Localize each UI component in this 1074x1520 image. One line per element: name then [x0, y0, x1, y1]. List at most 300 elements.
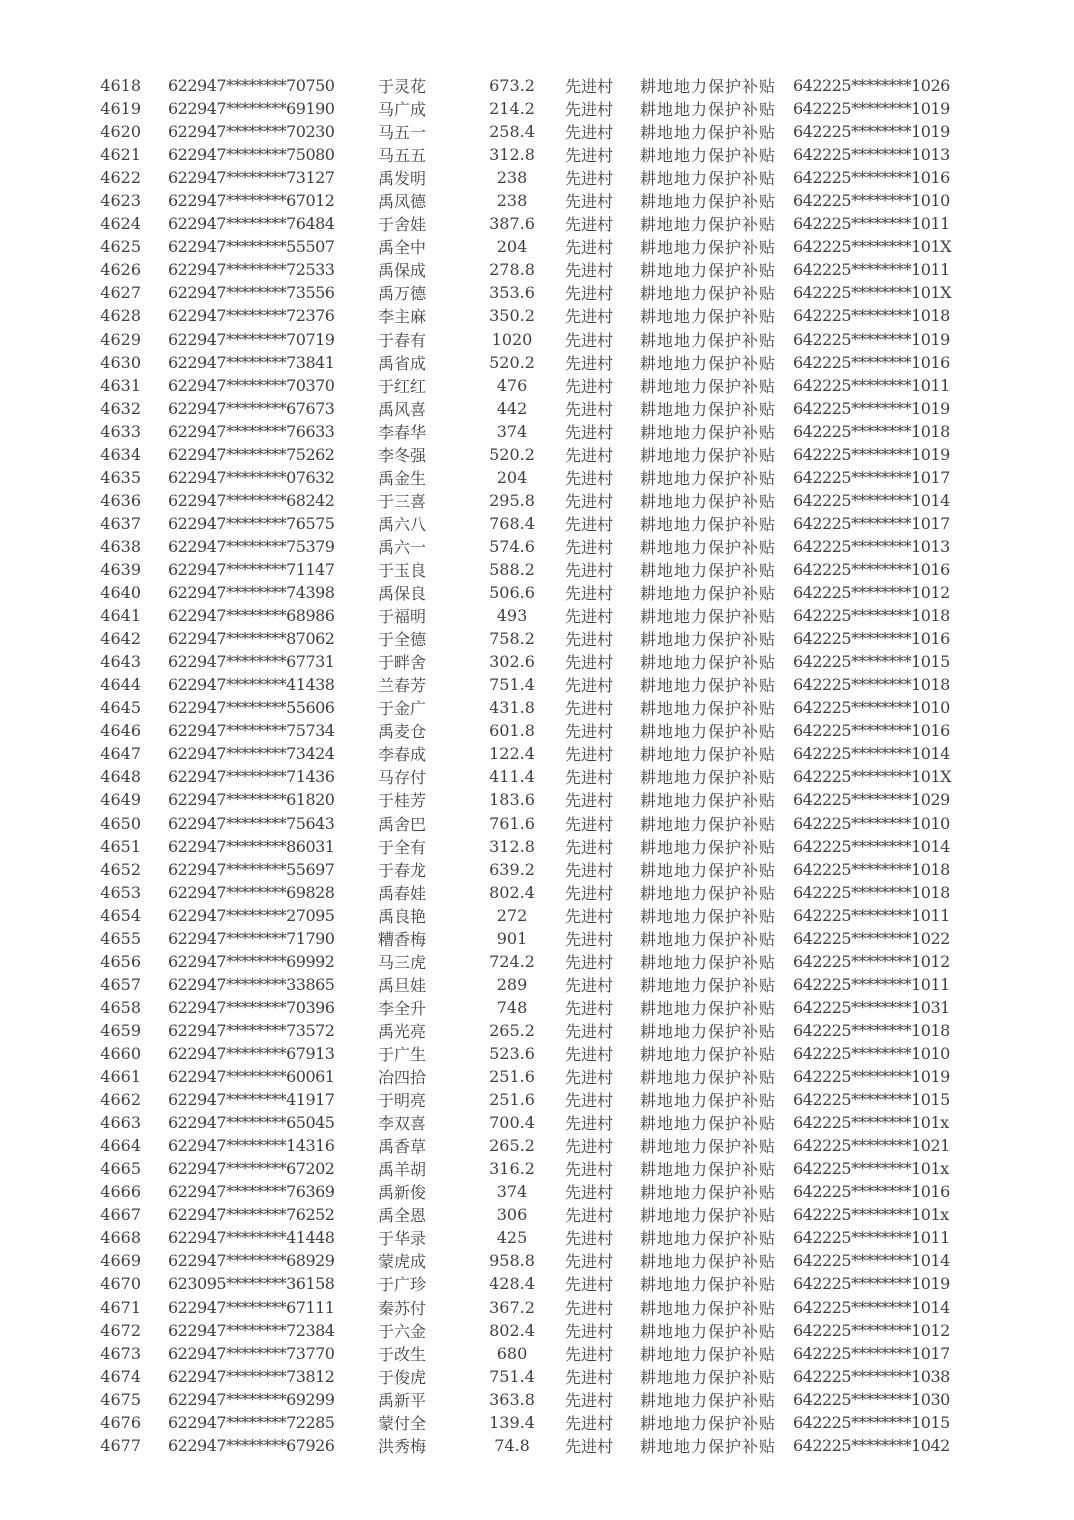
subsidy-type-label: 耕地地力保护补贴	[640, 791, 777, 811]
subsidy-type-label: 耕地地力保护补贴	[640, 1021, 777, 1041]
subsidy-type-label: 耕地地力保护补贴	[640, 1137, 777, 1157]
masked-id-number: 622947********75080	[168, 145, 335, 165]
village-name: 先进村	[565, 883, 614, 903]
masked-bank-account: 642225********1012	[793, 951, 950, 971]
person-name: 禹全恩	[378, 1206, 427, 1226]
masked-id-number: 622947********75262	[168, 444, 335, 464]
subsidy-amount: 265.2	[489, 1136, 535, 1156]
subsidy-type-label: 耕地地力保护补贴	[640, 353, 777, 373]
person-name: 于春龙	[378, 860, 427, 880]
subsidy-type-label: 耕地地力保护补贴	[640, 1068, 777, 1088]
table-row	[0, 835, 1074, 858]
subsidy-amount: 278.8	[489, 260, 535, 280]
village-name: 先进村	[565, 1068, 614, 1088]
village-name: 先进村	[565, 975, 614, 995]
masked-id-number: 622947********67731	[168, 652, 335, 672]
village-name: 先进村	[565, 791, 614, 811]
person-name: 禹舍巴	[378, 814, 427, 834]
table-row	[0, 304, 1074, 327]
masked-id-number: 622947********67926	[168, 1435, 335, 1455]
subsidy-amount: 425	[496, 1228, 528, 1248]
subsidy-amount: 183.6	[489, 790, 535, 810]
masked-id-number: 622947********67202	[168, 1159, 335, 1179]
table-row	[0, 235, 1074, 258]
table-row	[0, 328, 1074, 351]
person-name: 禹六一	[378, 537, 427, 557]
person-name: 禹金生	[378, 468, 427, 488]
village-name: 先进村	[565, 837, 614, 857]
row-serial-number: 4636	[100, 490, 141, 510]
masked-bank-account: 642225********1019	[793, 1067, 950, 1087]
village-name: 先进村	[565, 814, 614, 834]
village-name: 先进村	[565, 768, 614, 788]
masked-id-number: 622947********55606	[168, 698, 335, 718]
village-name: 先进村	[565, 192, 614, 212]
person-name: 于舍娃	[378, 215, 427, 235]
subsidy-type-label: 耕地地力保护补贴	[640, 860, 777, 880]
row-serial-number: 4671	[100, 1297, 141, 1317]
person-name: 于福明	[378, 607, 427, 627]
subsidy-type-label: 耕地地力保护补贴	[640, 1229, 777, 1249]
person-name: 于华录	[378, 1229, 427, 1249]
subsidy-amount: 251.6	[489, 1090, 535, 1110]
subsidy-amount: 700.4	[489, 1113, 535, 1133]
subsidy-amount: 295.8	[489, 490, 535, 510]
village-name: 先进村	[565, 722, 614, 742]
masked-bank-account: 642225********1010	[793, 191, 950, 211]
masked-bank-account: 642225********1012	[793, 583, 950, 603]
table-row	[0, 742, 1074, 765]
row-serial-number: 4674	[100, 1366, 141, 1386]
row-serial-number: 4659	[100, 1020, 141, 1040]
person-name: 于全德	[378, 630, 427, 650]
village-name: 先进村	[565, 1298, 614, 1318]
masked-id-number: 622947********73812	[168, 1366, 335, 1386]
person-name: 于改生	[378, 1344, 427, 1364]
table-row	[0, 558, 1074, 581]
subsidy-amount: 387.6	[489, 214, 535, 234]
subsidy-amount: 506.6	[489, 583, 535, 603]
subsidy-amount: 958.8	[489, 1251, 535, 1271]
row-serial-number: 4624	[100, 214, 141, 234]
masked-bank-account: 642225********1016	[793, 721, 950, 741]
subsidy-amount: 74.8	[494, 1435, 530, 1455]
table-row	[0, 673, 1074, 696]
masked-id-number: 622947********73770	[168, 1343, 335, 1363]
person-name: 禹发明	[378, 169, 427, 189]
subsidy-amount: 761.6	[489, 813, 535, 833]
person-name: 马广成	[378, 100, 427, 120]
person-name: 于金广	[378, 699, 427, 719]
subsidy-type-label: 耕地地力保护补贴	[640, 261, 777, 281]
village-name: 先进村	[565, 330, 614, 350]
person-name: 李双喜	[378, 1114, 427, 1134]
masked-bank-account: 642225********1018	[793, 675, 950, 695]
subsidy-type-label: 耕地地力保护补贴	[640, 906, 777, 926]
masked-id-number: 622947********71790	[168, 928, 335, 948]
subsidy-type-label: 耕地地力保护补贴	[640, 768, 777, 788]
village-name: 先进村	[565, 399, 614, 419]
masked-bank-account: 642225********1021	[793, 1136, 950, 1156]
masked-id-number: 622947********68242	[168, 490, 335, 510]
table-row	[0, 143, 1074, 166]
subsidy-amount: 523.6	[489, 1043, 535, 1063]
row-serial-number: 4661	[100, 1067, 141, 1087]
row-serial-number: 4672	[100, 1320, 141, 1340]
village-name: 先进村	[565, 561, 614, 580]
table-row	[0, 1411, 1074, 1434]
person-name: 马三虎	[378, 952, 427, 972]
subsidy-type-label: 耕地地力保护补贴	[640, 929, 777, 949]
masked-id-number: 622947********73572	[168, 1020, 335, 1040]
village-name: 先进村	[565, 146, 614, 166]
village-name: 先进村	[565, 1183, 614, 1203]
masked-bank-account: 642225********101x	[793, 1159, 949, 1179]
person-name: 于红红	[378, 376, 427, 396]
masked-id-number: 622947********73127	[168, 168, 335, 188]
masked-id-number: 622947********33865	[168, 974, 335, 994]
village-name: 先进村	[565, 630, 614, 650]
subsidy-type-label: 耕地地力保护补贴	[640, 376, 777, 396]
row-serial-number: 4634	[100, 444, 141, 464]
subsidy-amount: 411.4	[489, 767, 535, 787]
row-serial-number: 4625	[100, 237, 141, 257]
masked-id-number: 622947********41917	[168, 1090, 335, 1110]
row-serial-number: 4642	[100, 629, 141, 649]
row-serial-number: 4652	[100, 859, 141, 879]
subsidy-amount: 374	[496, 421, 528, 441]
masked-bank-account: 642225********1017	[793, 467, 950, 487]
subsidy-amount: 350.2	[489, 306, 535, 326]
subsidy-amount: 204	[496, 237, 528, 257]
subsidy-type-label: 耕地地力保护补贴	[640, 491, 777, 511]
row-serial-number: 4620	[100, 122, 141, 142]
village-name: 先进村	[565, 998, 614, 1018]
masked-bank-account: 642225********1016	[793, 352, 950, 372]
table-row	[0, 719, 1074, 742]
subsidy-amount: 493	[496, 606, 528, 626]
masked-bank-account: 642225********1018	[793, 421, 950, 441]
person-name: 于灵花	[378, 77, 427, 97]
subsidy-type-label: 耕地地力保护补贴	[640, 676, 777, 696]
village-name: 先进村	[565, 699, 614, 719]
village-name: 先进村	[565, 1413, 614, 1433]
row-serial-number: 4673	[100, 1343, 141, 1363]
masked-bank-account: 642225********1019	[793, 398, 950, 418]
subsidy-type-label: 耕地地力保护补贴	[640, 1275, 777, 1295]
person-name: 李春华	[378, 422, 427, 442]
subsidy-type-label: 耕地地力保护补贴	[640, 561, 777, 580]
subsidy-amount: 238	[496, 168, 528, 188]
subsidy-amount: 751.4	[489, 1366, 535, 1386]
masked-bank-account: 642225********1011	[793, 1228, 950, 1248]
row-serial-number: 4637	[100, 513, 141, 533]
person-name: 禹新平	[378, 1390, 427, 1410]
subsidy-amount: 204	[496, 467, 528, 487]
table-row	[0, 1157, 1074, 1180]
masked-id-number: 622947********70750	[168, 76, 335, 96]
person-name: 李冬强	[378, 445, 427, 465]
subsidy-type-label: 耕地地力保护补贴	[640, 537, 777, 557]
subsidy-type-label: 耕地地力保护补贴	[640, 77, 777, 97]
table-row	[0, 1272, 1074, 1295]
table-row	[0, 1203, 1074, 1226]
masked-id-number: 622947********87062	[168, 629, 335, 649]
table-row	[0, 881, 1074, 904]
masked-id-number: 622947********67913	[168, 1043, 335, 1063]
row-serial-number: 4650	[100, 813, 141, 833]
subsidy-amount: 139.4	[489, 1412, 535, 1432]
masked-id-number: 622947********73556	[168, 283, 335, 303]
table-row	[0, 351, 1074, 374]
subsidy-type-label: 耕地地力保护补贴	[640, 169, 777, 189]
subsidy-type-label: 耕地地力保护补贴	[640, 215, 777, 235]
row-serial-number: 4654	[100, 905, 141, 925]
village-name: 先进村	[565, 376, 614, 396]
masked-id-number: 622947********72376	[168, 306, 335, 326]
subsidy-type-label: 耕地地力保护补贴	[640, 1321, 777, 1341]
subsidy-type-label: 耕地地力保护补贴	[640, 837, 777, 857]
row-serial-number: 4646	[100, 721, 141, 741]
subsidy-type-label: 耕地地力保护补贴	[640, 514, 777, 534]
masked-id-number: 622947********72285	[168, 1412, 335, 1432]
subsidy-amount: 673.2	[489, 76, 535, 96]
table-row	[0, 189, 1074, 212]
masked-bank-account: 642225********1010	[793, 1043, 950, 1063]
table-row	[0, 650, 1074, 673]
subsidy-type-label: 耕地地力保护补贴	[640, 1114, 777, 1134]
masked-bank-account: 642225********1031	[793, 997, 950, 1017]
person-name: 禹省成	[378, 353, 427, 373]
row-serial-number: 4657	[100, 974, 141, 994]
subsidy-amount: 316.2	[489, 1159, 535, 1179]
row-serial-number: 4648	[100, 767, 141, 787]
row-serial-number: 4649	[100, 790, 141, 810]
masked-bank-account: 642225********1038	[793, 1366, 950, 1386]
table-row	[0, 904, 1074, 927]
row-serial-number: 4618	[100, 76, 141, 96]
masked-bank-account: 642225********1017	[793, 513, 950, 533]
table-row	[0, 466, 1074, 489]
masked-bank-account: 642225********1015	[793, 1412, 950, 1432]
person-name: 于六金	[378, 1321, 427, 1341]
village-name: 先进村	[565, 906, 614, 926]
subsidy-amount: 312.8	[489, 836, 535, 856]
subsidy-amount: 363.8	[489, 1389, 535, 1409]
table-row	[0, 1042, 1074, 1065]
subsidy-amount: 272	[496, 905, 528, 925]
row-serial-number: 4633	[100, 421, 141, 441]
row-serial-number: 4662	[100, 1090, 141, 1110]
masked-bank-account: 642225********101X	[793, 283, 952, 303]
subsidy-type-label: 耕地地力保护补贴	[640, 1044, 777, 1064]
row-serial-number: 4658	[100, 997, 141, 1017]
subsidy-amount: 639.2	[489, 859, 535, 879]
person-name: 兰春芳	[378, 676, 427, 696]
village-name: 先进村	[565, 514, 614, 534]
subsidy-table	[0, 74, 1074, 1457]
subsidy-amount: 520.2	[489, 352, 535, 372]
person-name: 李主麻	[378, 307, 427, 327]
subsidy-type-label: 耕地地力保护补贴	[640, 100, 777, 120]
village-name: 先进村	[565, 860, 614, 880]
masked-bank-account: 642225********1019	[793, 329, 950, 349]
village-name: 先进村	[565, 100, 614, 120]
village-name: 先进村	[565, 1252, 614, 1272]
subsidy-type-label: 耕地地力保护补贴	[640, 192, 777, 212]
village-name: 先进村	[565, 607, 614, 627]
row-serial-number: 4655	[100, 928, 141, 948]
subsidy-amount: 265.2	[489, 1020, 535, 1040]
table-row	[0, 581, 1074, 604]
person-name: 于三喜	[378, 491, 427, 511]
person-name: 于春有	[378, 330, 427, 350]
row-serial-number: 4623	[100, 191, 141, 211]
masked-bank-account: 642225********1015	[793, 652, 950, 672]
subsidy-amount: 476	[496, 375, 528, 395]
village-name: 先进村	[565, 929, 614, 949]
person-name: 禹新俊	[378, 1183, 427, 1203]
subsidy-type-label: 耕地地力保护补贴	[640, 1436, 777, 1456]
masked-id-number: 622947********70719	[168, 329, 335, 349]
masked-bank-account: 642225********1010	[793, 698, 950, 718]
subsidy-amount: 574.6	[489, 536, 535, 556]
masked-bank-account: 642225********1014	[793, 836, 950, 856]
person-name: 禹旦娃	[378, 975, 427, 995]
subsidy-amount: 802.4	[489, 882, 535, 902]
masked-bank-account: 642225********1014	[793, 1251, 950, 1271]
row-serial-number: 4660	[100, 1043, 141, 1063]
subsidy-amount: 428.4	[489, 1274, 535, 1294]
row-serial-number: 4630	[100, 352, 141, 372]
masked-id-number: 622947********76633	[168, 421, 335, 441]
person-name: 禹香草	[378, 1137, 427, 1157]
person-name: 禹春娃	[378, 883, 427, 903]
row-serial-number: 4645	[100, 698, 141, 718]
village-name: 先进村	[565, 307, 614, 327]
table-row	[0, 1065, 1074, 1088]
row-serial-number: 4627	[100, 283, 141, 303]
masked-id-number: 622947********75643	[168, 813, 335, 833]
person-name: 于俊虎	[378, 1367, 427, 1387]
masked-id-number: 622947********60061	[168, 1067, 335, 1087]
table-row	[0, 788, 1074, 811]
subsidy-amount: 367.2	[489, 1297, 535, 1317]
subsidy-amount: 588.2	[489, 560, 535, 579]
subsidy-type-label: 耕地地力保护补贴	[640, 975, 777, 995]
masked-bank-account: 642225********1019	[793, 99, 950, 119]
village-name: 先进村	[565, 1390, 614, 1410]
row-serial-number: 4635	[100, 467, 141, 487]
subsidy-type-label: 耕地地力保护补贴	[640, 468, 777, 488]
subsidy-type-label: 耕地地力保护补贴	[640, 284, 777, 304]
row-serial-number: 4643	[100, 652, 141, 672]
masked-id-number: 622947********69992	[168, 951, 335, 971]
person-name: 李春成	[378, 745, 427, 765]
subsidy-type-label: 耕地地力保护补贴	[640, 584, 777, 604]
person-name: 禹良艳	[378, 906, 427, 926]
table-row	[0, 1319, 1074, 1342]
masked-bank-account: 642225********1010	[793, 813, 950, 833]
row-serial-number: 4663	[100, 1113, 141, 1133]
subsidy-amount: 748	[496, 997, 528, 1017]
table-row	[0, 627, 1074, 650]
masked-id-number: 622947********67673	[168, 398, 335, 418]
masked-id-number: 622947********14316	[168, 1136, 335, 1156]
village-name: 先进村	[565, 1044, 614, 1064]
masked-id-number: 622947********27095	[168, 905, 335, 925]
village-name: 先进村	[565, 238, 614, 258]
person-name: 李全升	[378, 998, 427, 1018]
row-serial-number: 4664	[100, 1136, 141, 1156]
person-name: 禹麦仓	[378, 722, 427, 742]
village-name: 先进村	[565, 1160, 614, 1180]
subsidy-amount: 442	[496, 398, 528, 418]
subsidy-type-label: 耕地地力保护补贴	[640, 653, 777, 673]
subsidy-type-label: 耕地地力保护补贴	[640, 307, 777, 327]
masked-id-number: 622947********76369	[168, 1182, 335, 1202]
masked-bank-account: 642225********1042	[793, 1435, 950, 1455]
person-name: 秦苏付	[378, 1298, 427, 1318]
masked-id-number: 622947********69190	[168, 99, 335, 119]
subsidy-amount: 312.8	[489, 145, 535, 165]
masked-id-number: 622947********71147	[168, 560, 335, 579]
masked-bank-account: 642225********101x	[793, 1205, 949, 1225]
subsidy-type-label: 耕地地力保护补贴	[640, 1091, 777, 1111]
subsidy-amount: 238	[496, 191, 528, 211]
village-name: 先进村	[565, 1206, 614, 1226]
person-name: 禹凤德	[378, 192, 427, 212]
masked-bank-account: 642225********1014	[793, 744, 950, 764]
subsidy-type-label: 耕地地力保护补贴	[640, 998, 777, 1018]
row-serial-number: 4631	[100, 375, 141, 395]
masked-bank-account: 642225********1019	[793, 1274, 950, 1294]
row-serial-number: 4628	[100, 306, 141, 326]
masked-bank-account: 642225********101X	[793, 767, 952, 787]
masked-id-number: 622947********73841	[168, 352, 335, 372]
masked-bank-account: 642225********1014	[793, 490, 950, 510]
village-name: 先进村	[565, 537, 614, 557]
masked-bank-account: 642225********1016	[793, 560, 950, 579]
table-row	[0, 74, 1074, 97]
masked-id-number: 622947********75734	[168, 721, 335, 741]
subsidy-amount: 214.2	[489, 99, 535, 119]
table-row	[0, 1180, 1074, 1203]
table-row	[0, 996, 1074, 1019]
subsidy-amount: 680	[496, 1343, 528, 1363]
masked-bank-account: 642225********1016	[793, 168, 950, 188]
masked-bank-account: 642225********1019	[793, 444, 950, 464]
row-serial-number: 4640	[100, 583, 141, 603]
subsidy-type-label: 耕地地力保护补贴	[640, 1252, 777, 1272]
masked-id-number: 622947********41438	[168, 675, 335, 695]
row-serial-number: 4619	[100, 99, 141, 119]
village-name: 先进村	[565, 745, 614, 765]
table-row	[0, 1111, 1074, 1134]
row-serial-number: 4632	[100, 398, 141, 418]
village-name: 先进村	[565, 584, 614, 604]
masked-bank-account: 642225********1016	[793, 629, 950, 649]
table-row	[0, 281, 1074, 304]
masked-bank-account: 642225********1018	[793, 606, 950, 626]
subsidy-type-label: 耕地地力保护补贴	[640, 1344, 777, 1364]
subsidy-type-label: 耕地地力保护补贴	[640, 238, 777, 258]
masked-id-number: 622947********55697	[168, 859, 335, 879]
table-row	[0, 420, 1074, 443]
subsidy-amount: 289	[496, 974, 528, 994]
person-name: 禹保良	[378, 584, 427, 604]
person-name: 于畔舍	[378, 653, 427, 673]
